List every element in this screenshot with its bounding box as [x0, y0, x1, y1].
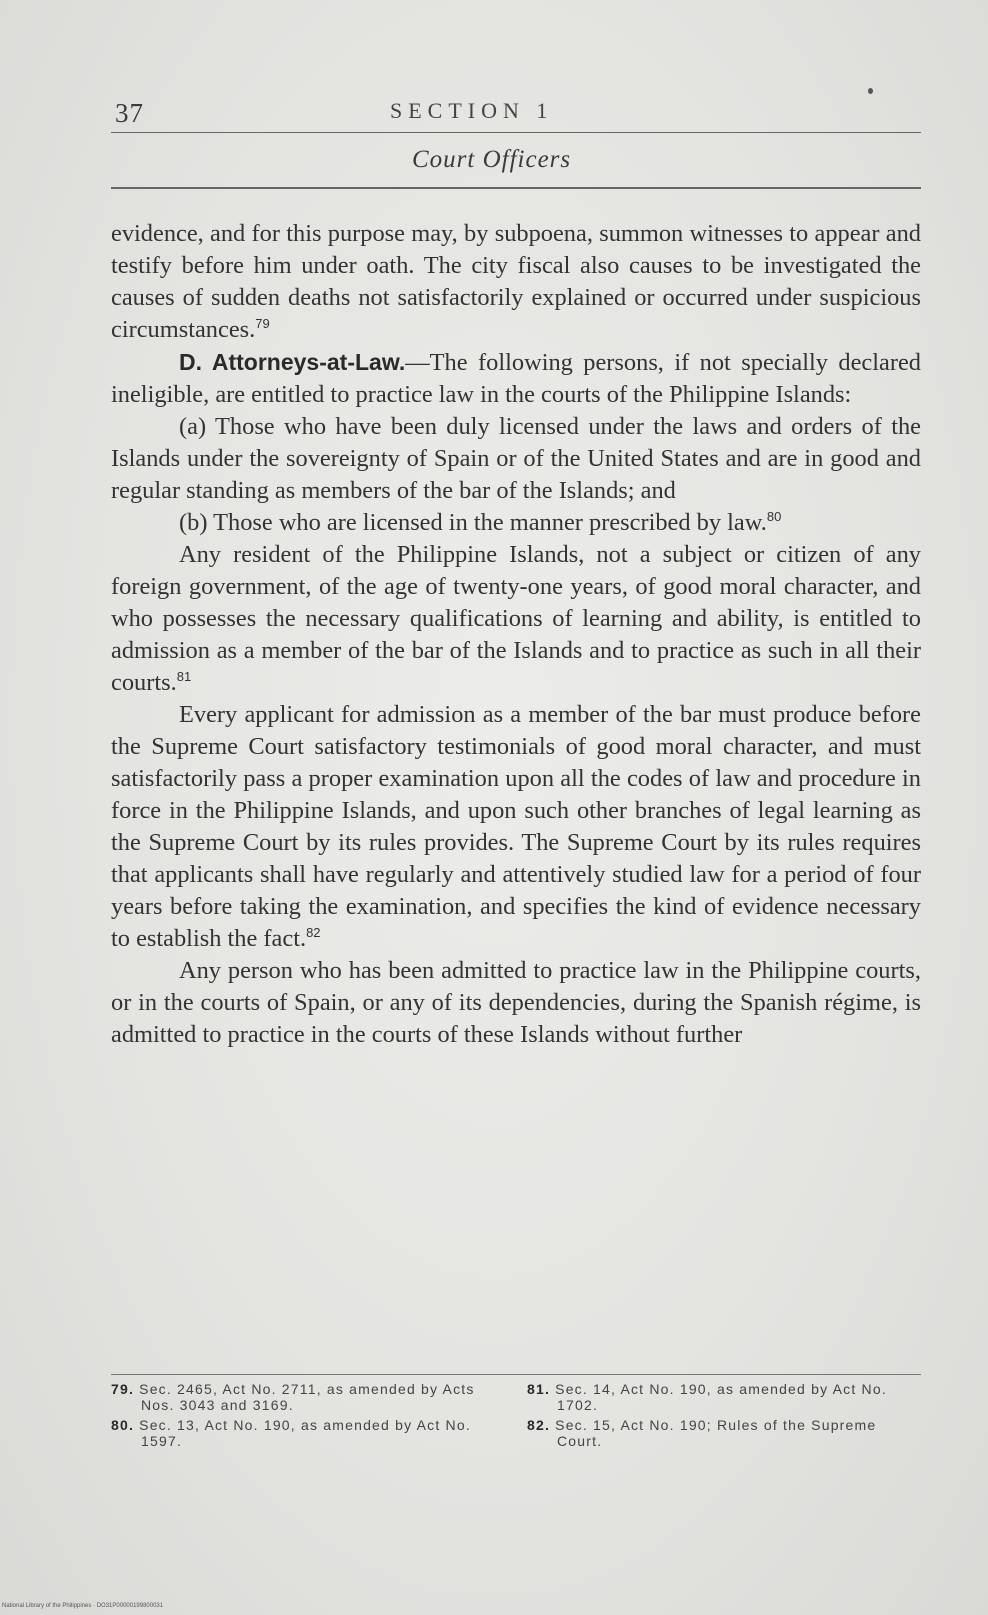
item-label: (a) — [179, 413, 207, 440]
paragraph: Any resident of the Philippine Islands, not a subject or citizen of any foreign government, of the age of twenty-one years, of good moral character, and who possesses the necessary qualifications of learning and ability, is entitled to admission as a member of the bar of the Islands and to practice as such in all their courts.$^{81}$ — [111, 541, 921, 696]
paragraph: (a) Those who have been duly licensed under the laws and orders of the Islands under the sovereignty of Spain or of the United States and are in good and regular standing as members of the bar of the Islands; and — [111, 413, 921, 504]
header-rule-bottom — [111, 187, 921, 189]
footnote-ref: 80 — [766, 508, 782, 524]
page-number: 37 — [115, 98, 144, 128]
paragraph: evidence, and for this purpose may, by subpoena, summon witnesses to appear and testify before him under oath. The city fiscal also causes to be investigated the causes of sudden deaths not satisfactorily explained or occurred under suspicious circumstances.$^{79}$ — [111, 220, 921, 343]
paragraph: Every applicant for admission as a member of the bar must produce before the Supreme Court satisfactory testimonials of good moral character, and must satisfactorily pass a proper examination upon all the codes of law and procedure in force in the Philippine Islands, and upon such other branches of legal learning as the Supreme Court by its rules provides. The Supreme Court by its rules requires that applicants shall have regularly and attentively studied law for a period of four years before taking the examination, and specifies the kind of evidence necessary to establish the fact.$^{82}$ — [111, 701, 921, 952]
body-text — [111, 218, 921, 1051]
footnote-ref: 82 — [306, 924, 321, 940]
footnote: 80. Sec. 13, Act No. 190, as amended by Act No. 1597. — [111, 1417, 471, 1449]
library-credit: National Library of the Philippines · DO31P00000199800031 — [2, 1603, 164, 1609]
footnote-ref: 81 — [176, 668, 192, 684]
paragraph: (b) Those who are licensed in the manner prescribed by law.$^{80}$ — [179, 508, 782, 536]
running-head: SECTION 1 — [390, 98, 554, 123]
footnotes-left — [111, 1381, 496, 1453]
paragraph: D. Attorneys-at-Law.—The following persons, if not specially declared ineligible, are entitled to practice law in the courts of the Philippine Islands: — [111, 349, 921, 408]
section-subhead: Court Officers — [412, 146, 572, 173]
scan-speck — [868, 88, 873, 94]
item-label: (b) — [179, 509, 208, 536]
footnotes-right — [527, 1381, 921, 1453]
footnote: 82. Sec. 15, Act No. 190; Rules of the Supreme Court. — [527, 1417, 877, 1449]
footnote: 79. Sec. 2465, Act No. 2711, as amended by Acts Nos. 3043 and 3169. — [111, 1381, 475, 1413]
paragraph: Any person who has been admitted to practice law in the Philippine courts, or in the courts of Spain, or any of its dependencies, during the Spanish régime, is admitted to practice in the courts of these Islands without further — [111, 957, 921, 1048]
section-heading: D. Attorneys-at-Law. — [179, 349, 406, 375]
header-rule-top — [111, 132, 921, 133]
footnote-ref: 79 — [255, 315, 270, 331]
footnote-rule — [111, 1374, 921, 1375]
footnote: 81. Sec. 14, Act No. 190, as amended by Act No. 1702. — [527, 1381, 887, 1413]
